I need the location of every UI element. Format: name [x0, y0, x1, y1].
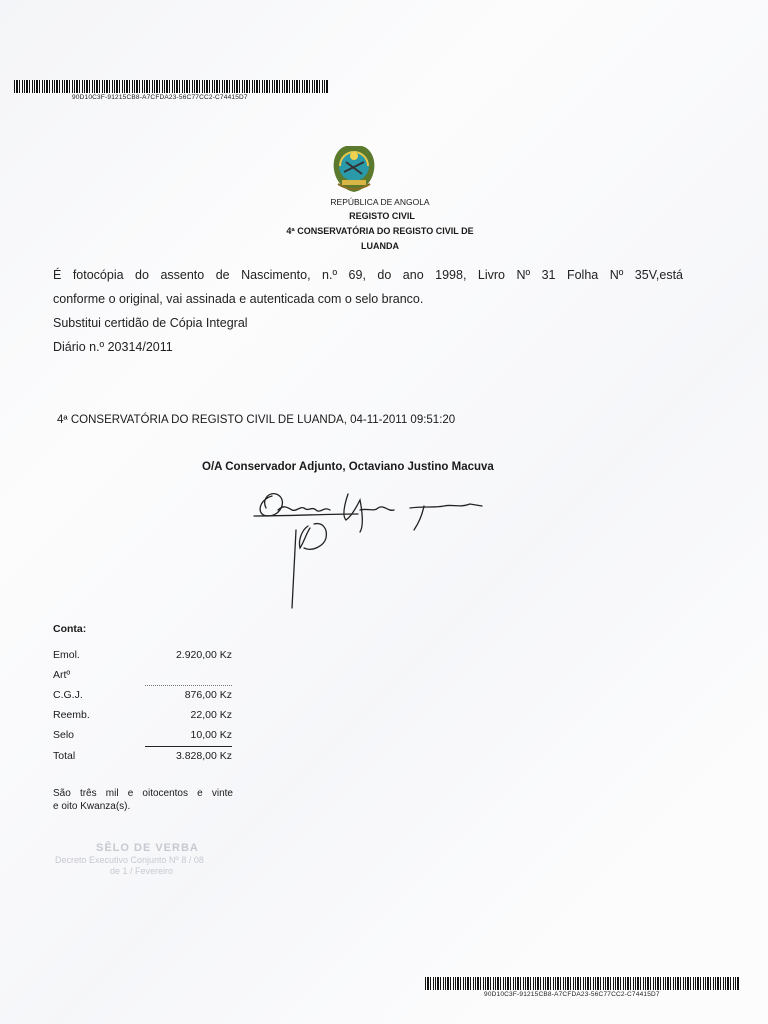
account-value-total: 3.828,00 Kz — [175, 750, 232, 762]
header-country: REPÚBLICA DE ANGOLA — [330, 197, 430, 207]
account-label-art: Artº — [53, 669, 71, 681]
place-date: 4ª CONSERVATÓRIA DO REGISTO CIVIL DE LUANDA, 04-11-2011 09:51:20 — [57, 414, 456, 426]
account-label-selo: Selo — [53, 729, 75, 741]
account-label-total: Total — [53, 750, 76, 762]
body-line-4: Diário n.º 20314/2011 — [53, 340, 173, 354]
stamp-title: SÊLO DE VERBA — [96, 842, 199, 854]
account-value-reemb: 22,00 Kz — [190, 709, 232, 721]
amount-in-words-line-1: São três mil e oitocentos e vinte — [53, 788, 233, 799]
stamp-decree: Decreto Executivo Conjunto Nº 8 / 08 — [55, 855, 204, 865]
account-divider-2 — [145, 746, 232, 747]
account-value-selo: 10,00 Kz — [190, 729, 232, 741]
stamp-date: de 1 / Fevereiro — [110, 866, 174, 876]
account-label-reemb: Reemb. — [53, 709, 90, 721]
header-registry: REGISTO CIVIL — [349, 211, 415, 221]
handwritten-signature — [248, 486, 488, 616]
header-office-line1: 4ª CONSERVATÓRIA DO REGISTO CIVIL DE — [286, 226, 474, 236]
body-line-3: Substitui certidão de Cópia Integral — [53, 316, 248, 330]
account-title: Conta: — [53, 623, 87, 635]
coat-of-arms-emblem — [328, 140, 380, 194]
account-label-emol: Emol. — [53, 649, 80, 661]
body-line-2: conforme o original, vai assinada e autenticada com o selo branco. — [53, 292, 424, 306]
signatory-title: O/A Conservador Adjunto, Octaviano Justino Macuva — [202, 461, 494, 473]
account-value-emol: 2.920,00 Kz — [175, 649, 232, 661]
top-barcode — [14, 80, 328, 93]
body-line-1: É fotocópia do assento de Nascimento, n.º 69, do ano 1998, Livro Nº 31 Folha Nº 35V,está — [53, 268, 683, 282]
account-value-cgj: 876,00 Kz — [184, 689, 232, 701]
bottom-barcode-code: 90D10C3F-91215CB8-A7CFDA23-56C77CC2-C74415D7 — [484, 991, 660, 998]
top-barcode-code: 90D10C3F-91215CB8-A7CFDA23-56C77CC2-C74415D7 — [72, 94, 248, 101]
header-office-line2: LUANDA — [361, 241, 399, 251]
account-label-cgj: C.G.J. — [53, 689, 83, 701]
amount-in-words-line-2: e oito Kwanza(s). — [53, 801, 131, 812]
bottom-barcode — [425, 977, 739, 990]
account-divider-1 — [145, 685, 232, 686]
